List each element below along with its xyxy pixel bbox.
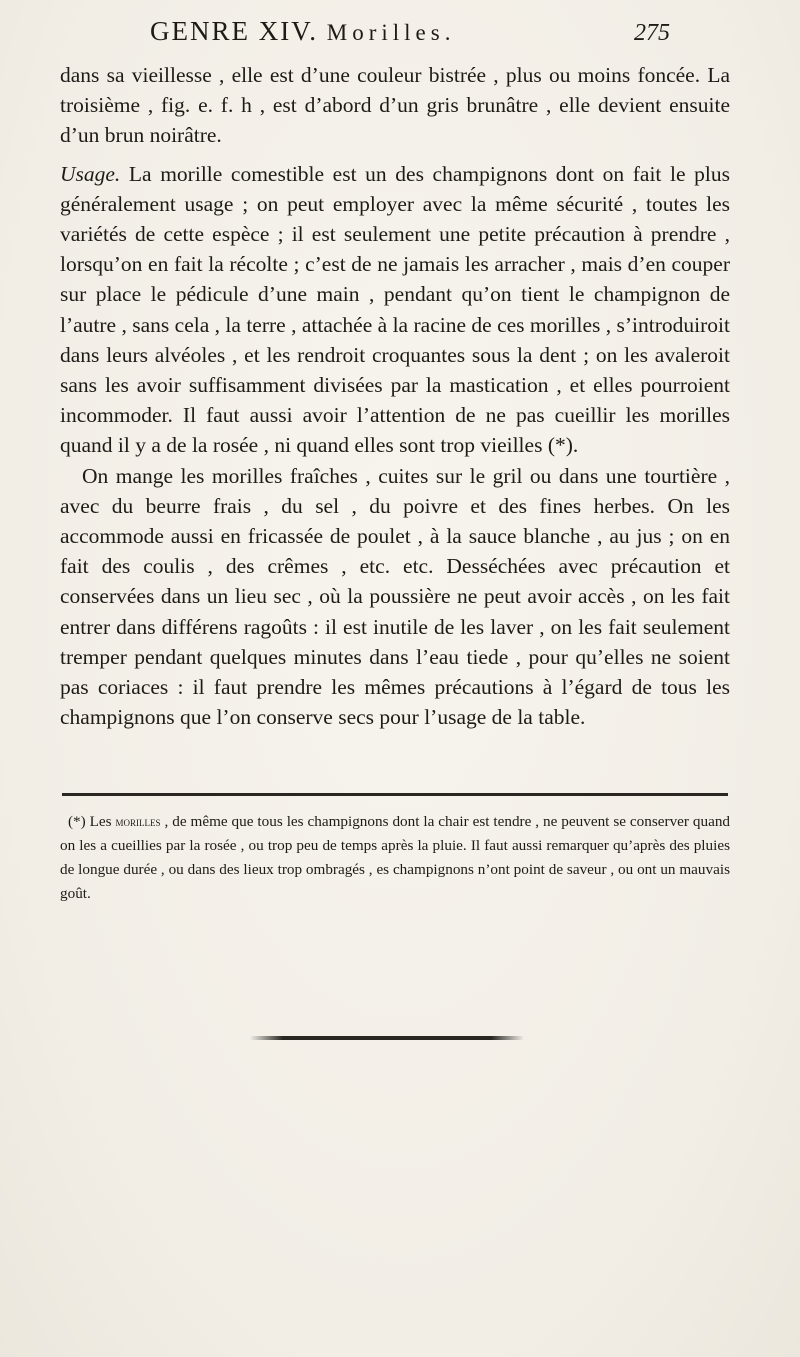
page-number: 275 <box>634 20 670 46</box>
footnote-keyword: morilles <box>115 814 161 829</box>
paragraph-cooking: On mange les morilles fraîches , cuites sur le gril ou dans une tourtière , avec du beurre frais , du sel , du poivre et des fines herbes. On les accommode aussi en fricassée de poulet , à la sauce blanche , au jus ; on en fait des coulis , des crêmes , etc. etc. Desséchées avec précaution et conservées dans un lieu sec , où la poussière ne peut avoir accès , on les fait entrer dans différens ragoûts : il est inutile de les laver , on les fait seulement tremper pendant quelques minutes dans l’eau tiede , pour qu’elles ne soient pas coriaces : il faut prendre les mêmes précautions à l’égard de tous les champignons que l’on conserve secs pour l’usage de la table. <box>60 463 730 730</box>
paragraph-usage <box>60 159 730 461</box>
usage-text: La morille comestible est un des champignons dont on fait le plus généralement usage ; on peut employer avec la même sécurité , toutes les variétés de cette espèce ; il est seulement une petite précaution à prendre , lorsqu’on en fait la récolte ; c’est de ne jamais les arracher , mais d’en couper sur place le pédicule d’une main , pendant qu’on tient le champignon de l’autre , sans cela , la terre , attachée à la racine de ces morilles , s’introduiroit dans leurs alvéoles , et les rendroit croquantes sous la dent ; on les avaleroit sans les avoir suffisamment divisées par la mastication , et elles pourroient incommoder. Il faut aussi avoir l’attention de ne pas cueillir les morilles quand il y a de la rosée , ni quand elles sont trop vieilles (*). <box>60 161 730 458</box>
running-head-genre: GENRE XIV. <box>150 16 318 46</box>
footnote-text: , de même que tous les champignons dont la chair est tendre , ne peuvent se conserver quand on les a cueillies par la rosée , ou trop peu de temps après la pluie. Il faut aussi remarquer qu’après des pluies de longue durée , ou dans des lieux trop ombragés , es champignons n’ont point de saveur , ou ont un mauvais goût. <box>60 813 731 902</box>
footnote <box>60 810 730 906</box>
main-text <box>60 60 730 732</box>
footnote-mark: (*) Les <box>68 813 112 830</box>
paragraph-description-end: dans sa vieillesse , elle est d’une couleur bistrée , plus ou moins foncée. La troisième , fig. e. f. h , est d’abord d’un gris brunâtre , elle devient ensuite d’un brun noirâtre. <box>60 63 730 148</box>
running-head <box>150 16 455 47</box>
page-header <box>150 16 670 56</box>
footnote-divider <box>62 793 728 796</box>
end-ornament-rule <box>250 1036 524 1040</box>
running-head-title: Morilles. <box>326 20 456 45</box>
usage-label: Usage. <box>60 161 121 186</box>
